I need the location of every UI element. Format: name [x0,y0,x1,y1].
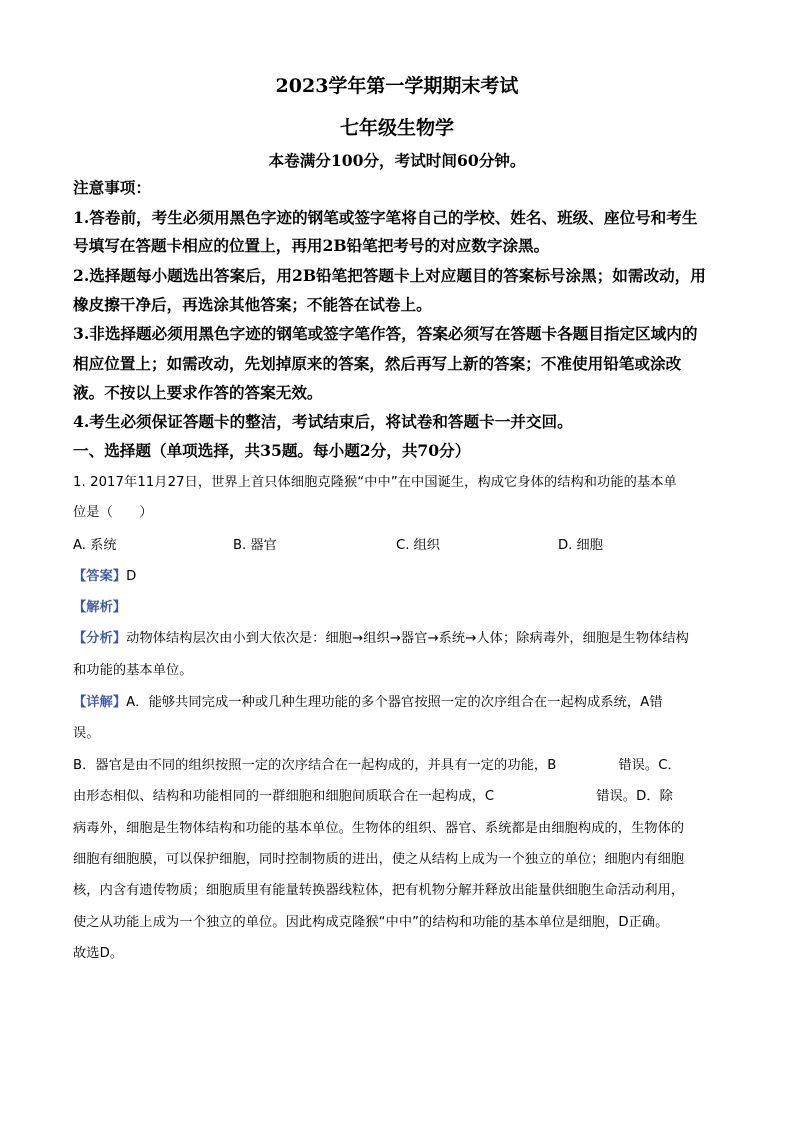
question-1-stem-line-2: 位是（ ） [73,505,153,520]
option-b: B. 器官 [233,538,277,553]
section-heading: 一、选择题（单项选择，共35题。每小题2分，共70分） [73,441,471,460]
note-2-line-1: 2.选择题每小题选出答案后，用2B铅笔把答题卡上对应题目的答案标号涂黑；如需改动，用 [73,266,706,285]
note-3-line-3: 液。不按以上要求作答的答案无效。 [73,383,323,402]
xiangjie-line-1 [73,692,733,714]
analysis-tag: 【解析】 [73,600,127,615]
question-1-stem-line-1: 1. 2017年11月27日，世界上首只体细胞克隆猴“中中”在中国诞生，构成它身体的结构和功能的基本单 [73,475,677,490]
xiangjie-tag: 【详解】 [73,695,127,710]
exam-subtitle: 本卷满分100分，考试时间60分钟。 [268,151,526,170]
explanation-line-2a: 由形态相似、结构和功能相同的一群细胞和细胞间质联合在一起构成，C [73,789,495,804]
explanation-line-3: 病毒外，细胞是生物体结构和功能的基本单位。生物体的组织、器官、系统都是由细胞构成的，生物体的 [73,821,685,836]
answer-tag: 【答案】 [73,569,127,584]
note-1-line-1: 1.答卷前，考生必须用黑色字迹的钢笔或签字笔将自己的学校、姓名、班级、座位号和考生 [73,208,698,227]
explanation-line-4: 细胞有细胞膜，可以保护细胞，同时控制物质的进出，使之从结构上成为一个独立的单位；细胞内有细胞 [73,852,685,867]
option-c: C. 组织 [396,538,440,553]
note-1-line-2: 号填写在答题卡相应的位置上，再用2B铅笔把考号的对应数字涂黑。 [73,236,550,255]
note-3-line-2: 相应位置上；如需改动，先划掉原来的答案，然后再写上新的答案；不准使用铅笔或涂改 [73,354,682,373]
explanation-line-1a: B．器官是由不同的组织按照一定的次序结合在一起构成的，并具有一定的功能，B [73,758,557,773]
explanation-line-2b: 错误。D．除 [596,789,673,804]
note-4: 4.考生必须保证答题卡的整洁，考试结束后，将试卷和答题卡一并交回。 [73,412,573,431]
note-2-line-2: 橡皮擦干净后，再选涂其他答案；不能答在试卷上。 [73,295,432,314]
fenxi-line-2: 和功能的基本单位。 [73,663,193,678]
explanation-line-2 [73,786,733,808]
fenxi-text-1: 动物体结构层次由小到大依次是：细胞→组织→器官→系统→人体；除病毒外，细胞是生物体结构 [126,631,689,646]
option-a: A. 系统 [73,538,117,553]
xiangjie-line-2: 误。 [73,726,100,741]
exam-title: 2023学年第一学期期末考试 [275,75,519,97]
explanation-line-6: 使之从功能上成为一个独立的单位。因此构成克隆猴“中中”的结构和功能的基本单位是细胞，D正确。 [73,915,669,930]
explanation-line-1 [73,755,733,777]
note-3-line-1: 3.非选择题必须用黑色字迹的钢笔或签字笔作答，答案必须写在答题卡各题目指定区域内的 [73,324,698,343]
analysis-line [73,597,733,619]
subject-title: 七年级生物学 [339,117,454,139]
explanation-line-5: 核，内含有遗传物质；细胞质里有能量转换器线粒体，把有机物分解并释放出能量供细胞生命活动利用， [73,883,685,898]
fenxi-line-1 [73,628,733,650]
notes-heading: 注意事项： [73,178,151,197]
answer-line [73,566,733,588]
answer-value: D [126,569,137,584]
xiangjie-text-1: A．能够共同完成一种或几种生理功能的多个器官按照一定的次序组合在一起构成系统，A错 [126,695,663,710]
fenxi-tag: 【分析】 [73,631,127,646]
explanation-line-1b: 错误。C． [618,758,681,773]
conclusion-line: 故选D。 [73,946,124,961]
option-d: D. 细胞 [558,538,603,553]
